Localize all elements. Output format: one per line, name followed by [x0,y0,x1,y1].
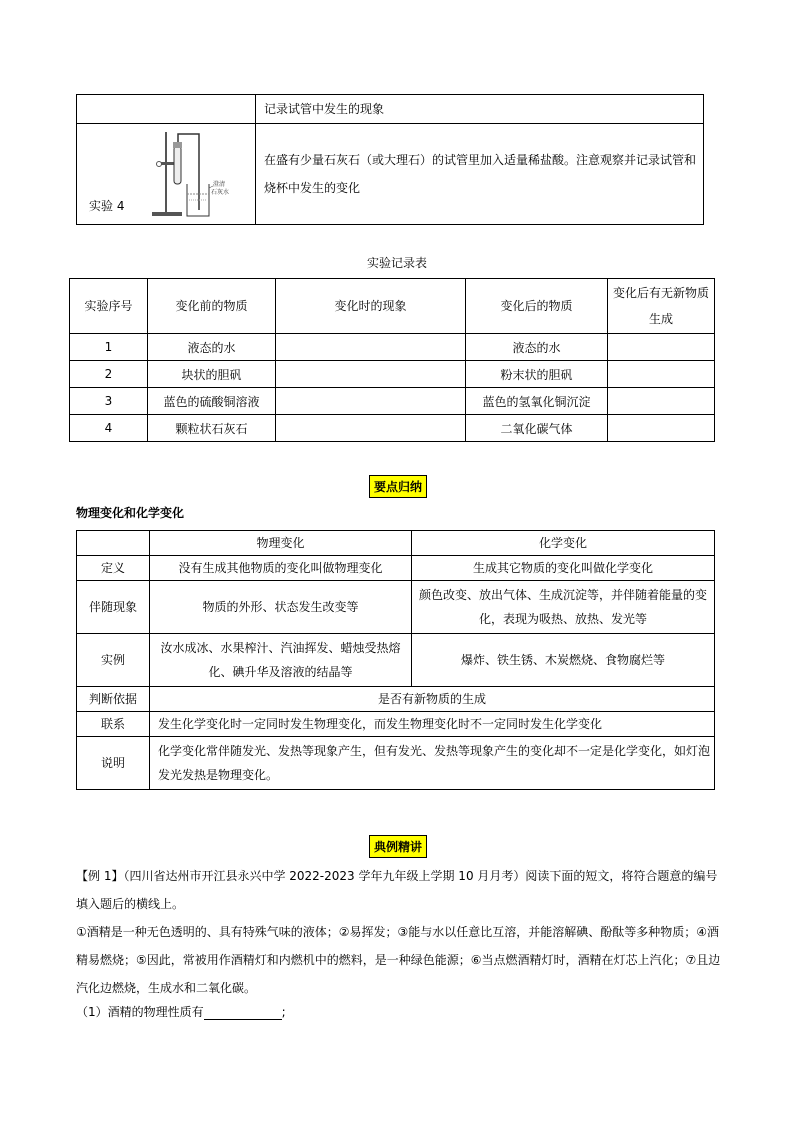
record-table [69,278,715,442]
record-cell: 蓝色的硫酸铜溶液 [148,388,276,415]
record-cell: 2 [70,361,148,388]
header-cell: 变化前的物质 [148,279,276,334]
key-points-badge: 要点归纳 [369,475,427,498]
relation-row [77,712,715,737]
record-cell: 块状的胆矾 [148,361,276,388]
record-cell: 液态的水 [148,334,276,361]
definition-row [77,556,715,581]
record-cell [276,334,466,361]
phenomena-chemical: 颜色改变、放出气体、生成沉淀等，并伴随着能量的变化，表现为吸热、放热、发光等 [412,581,715,634]
relation-text: 发生化学变化时一定同时发生物理变化，而发生物理变化时不一定同时发生化学变化 [150,712,715,737]
question-1: （1）酒精的物理性质有 ; [76,1005,286,1019]
row-label: 定义 [77,556,150,581]
record-cell [608,334,715,361]
experiment-4-label: 实验 4 [89,199,125,213]
header-cell: 变化后有无新物质生成 [608,279,715,334]
record-cell: 粉末状的胆矾 [466,361,608,388]
header-cell: 变化时的现象 [276,279,466,334]
note-text: 化学变化常伴随发光、发热等现象产生，但有发光、发热等现象产生的变化却不一定是化学变化，如灯泡发光发热是物理变化。 [150,737,715,790]
phenomena-physical: 物质的外形、状态发生改变等 [150,581,412,634]
experiment-4-description: 在盛有少量石灰石（或大理石）的试管里加入适量稀盐酸。注意观察并记录试管和烧杯中发生的变化 [256,124,704,225]
phenomena-row [77,581,715,634]
record-cell: 1 [70,334,148,361]
experiment-3-text: 记录试管中发生的现象 [256,95,704,124]
example-passage: ①酒精是一种无色透明的、具有特殊气味的液体；②易挥发；③能与水以任意比互溶，并能溶解碘、酚酞等多种物质；④酒精易燃烧；⑤因此，常被用作酒精灯和内燃机中的燃料，是一种绿色能源；⑥当点燃酒精灯时，酒精在灯芯上汽化；⑦且边汽化边燃烧，生成水和二氧化碳。 [76,925,721,995]
record-cell [608,388,715,415]
example-physical: 汝水成冰、水果榨汁、汽油挥发、蜡烛受热熔化、碘升华及溶液的结晶等 [150,634,412,687]
record-cell: 液态的水 [466,334,608,361]
header-cell: 实验序号 [70,279,148,334]
definition-chemical: 生成其它物质的变化叫做化学变化 [412,556,715,581]
example-chemical: 爆炸、铁生锈、木炭燃烧、食物腐烂等 [412,634,715,687]
record-cell [276,388,466,415]
header-cell: 变化后的物质 [466,279,608,334]
record-cell: 二氧化碳气体 [466,415,608,442]
header-cell: 物理变化 [150,531,412,556]
example-intro: 【例 1】（四川省达州市开江县永兴中学 2022-2023 学年九年级上学期 10 月月考）阅读下面的短文，将符合题意的编号填入题后的横线上。 [76,869,718,911]
record-cell [276,361,466,388]
record-row [70,361,715,388]
experiment-table [76,94,704,225]
example-badge: 典例精讲 [369,835,427,858]
question-1-text: （1）酒精的物理性质有 [76,1005,204,1019]
compare-header-row [77,531,715,556]
record-cell [608,361,715,388]
apparatus-label-2: 石灰水 [211,189,230,196]
record-cell: 颗粒状石灰石 [148,415,276,442]
experiment-4-figure-cell [77,124,256,225]
record-cell: 3 [70,388,148,415]
row-label: 判断依据 [77,687,150,712]
apparatus-label-1: 澄清 [213,181,226,188]
row-label: 说明 [77,737,150,790]
record-table-title: 实验记录表 [366,256,427,270]
record-row [70,415,715,442]
record-cell [276,415,466,442]
record-header-row [70,279,715,334]
row-label: 联系 [77,712,150,737]
example-row [77,634,715,687]
note-row [77,737,715,790]
record-row [70,388,715,415]
basis-text: 是否有新物质的生成 [150,687,715,712]
record-cell [608,415,715,442]
experiment-row-4 [77,124,704,225]
answer-blank[interactable] [204,1005,282,1020]
record-cell: 蓝色的氢氧化铜沉淀 [466,388,608,415]
experiment-row-3-tail [77,95,704,124]
row-label: 实例 [77,634,150,687]
comparison-table [76,530,715,790]
definition-physical: 没有生成其他物质的变化叫做物理变化 [150,556,412,581]
row-label: 伴随现象 [77,581,150,634]
header-cell [77,531,150,556]
basis-row [77,687,715,712]
record-row [70,334,715,361]
empty-cell [77,95,256,124]
apparatus-illustration [147,130,242,220]
section-title: 物理变化和化学变化 [76,506,185,520]
header-cell: 化学变化 [412,531,715,556]
record-cell: 4 [70,415,148,442]
